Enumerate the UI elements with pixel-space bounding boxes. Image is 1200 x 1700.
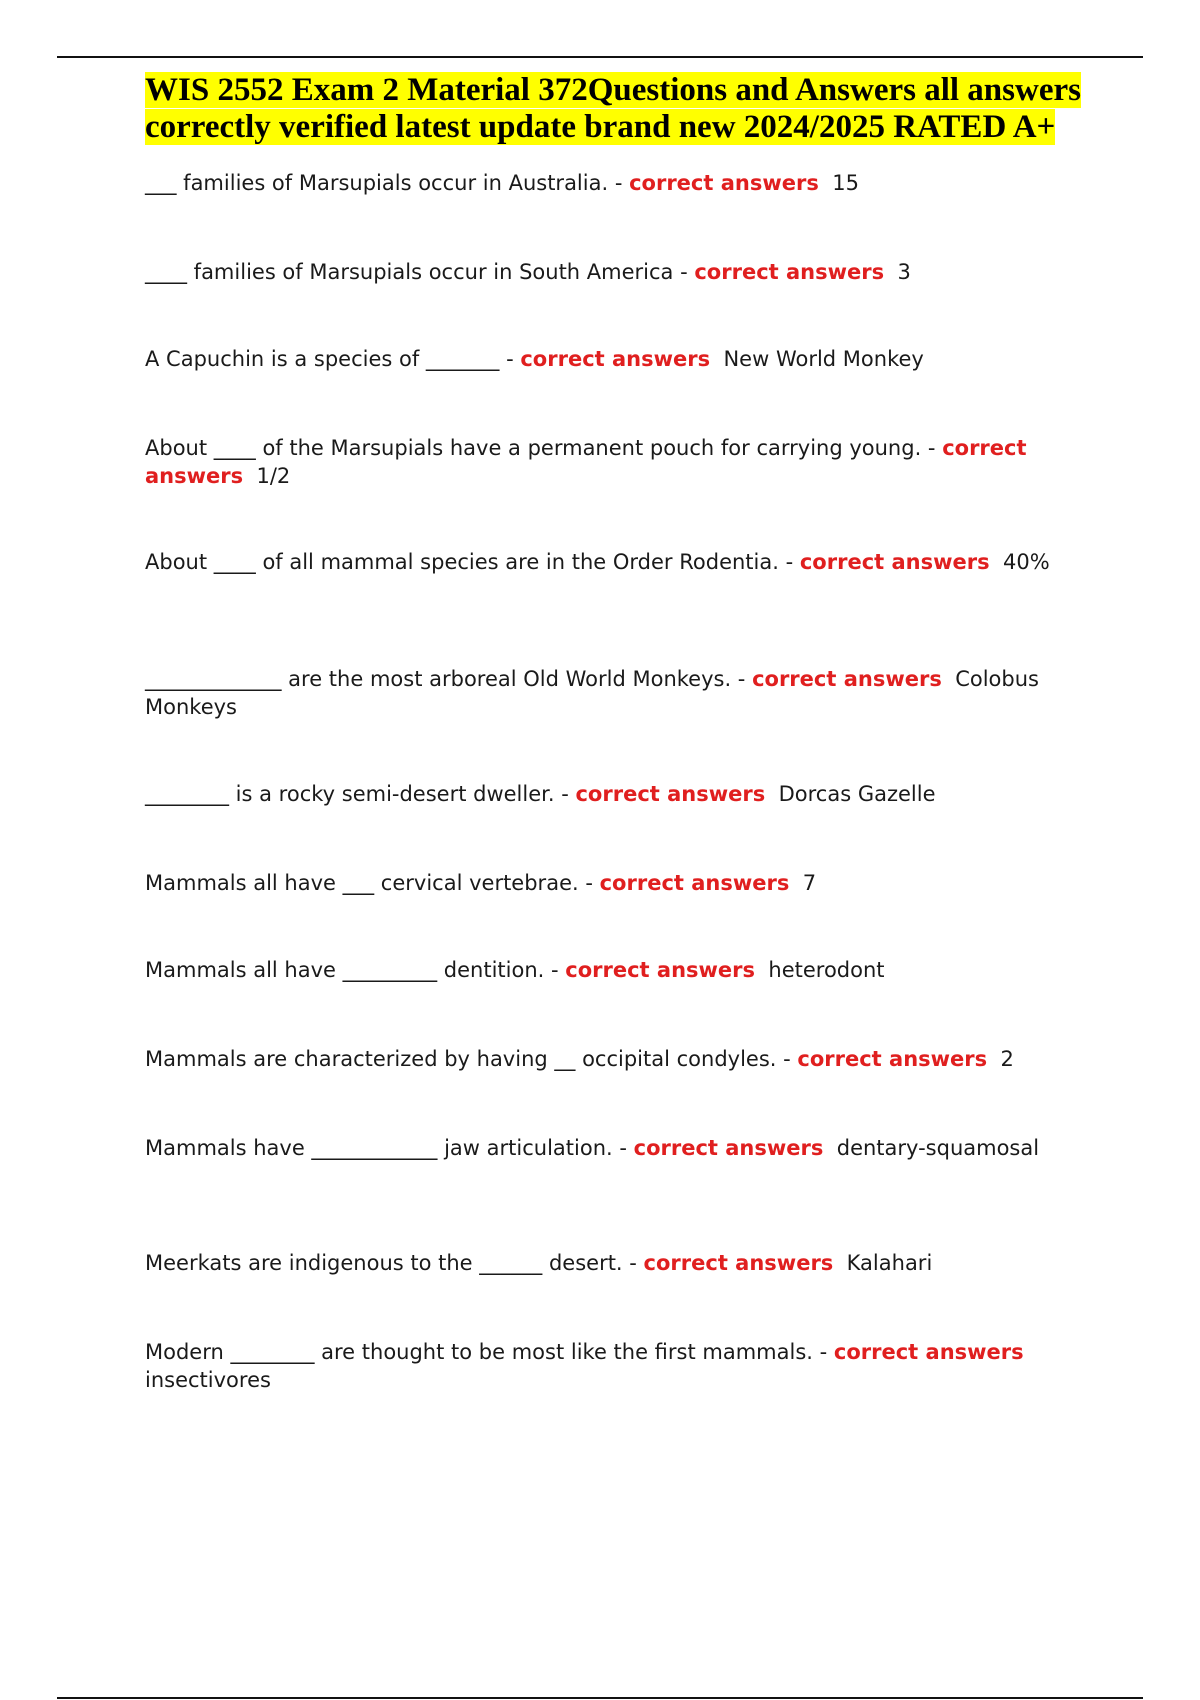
question-text: Mammals have ____________ jaw articulation. - bbox=[145, 1136, 627, 1160]
qa-item bbox=[145, 258, 1085, 286]
answer-text: 2 bbox=[1000, 1047, 1014, 1071]
qa-item bbox=[145, 548, 1085, 576]
question-text: About ____ of all mammal species are in the Order Rodentia. - bbox=[145, 550, 794, 574]
question-text: ___ families of Marsupials occur in Australia. - bbox=[145, 171, 623, 195]
qa-item bbox=[145, 1249, 1085, 1277]
answer-text: 3 bbox=[897, 260, 911, 284]
answer-text: insectivores bbox=[145, 1368, 271, 1392]
answer-text: Dorcas Gazelle bbox=[778, 782, 936, 806]
question-text: Mammals are characterized by having __ occipital condyles. - bbox=[145, 1047, 791, 1071]
question-text: About ____ of the Marsupials have a permanent pouch for carrying young. - bbox=[145, 436, 936, 460]
question-text: Modern ________ are thought to be most like the first mammals. - bbox=[145, 1340, 828, 1364]
correct-answers-label: correct answers bbox=[520, 347, 711, 371]
correct-answers-label: correct answers bbox=[575, 782, 766, 806]
answer-text: 7 bbox=[802, 871, 817, 895]
document-body bbox=[145, 72, 1085, 1392]
qa-item bbox=[145, 869, 1085, 897]
qa-item bbox=[145, 956, 1085, 984]
qa-item bbox=[145, 1338, 1085, 1394]
bottom-rule bbox=[57, 1697, 1143, 1699]
answer-text: New World Monkey bbox=[723, 347, 924, 371]
answer-text: 15 bbox=[832, 171, 859, 195]
document-title-text: WIS 2552 Exam 2 Material 372Questions and Answers all answers correctly verified latest update brand new 2024/2025 RATED A+ bbox=[145, 72, 1081, 145]
question-text: Mammals all have _________ dentition. - bbox=[145, 958, 559, 982]
correct-answers-label: correct answers bbox=[752, 667, 942, 691]
correct-answers-label: correct answers bbox=[643, 1251, 834, 1275]
answer-text: 1/2 bbox=[256, 464, 291, 488]
qa-item bbox=[145, 169, 1085, 197]
correct-answers-label: correct answers bbox=[694, 260, 885, 284]
question-text: Meerkats are indigenous to the ______ desert. - bbox=[145, 1251, 637, 1275]
correct-answers-label: correct answers bbox=[799, 550, 990, 574]
qa-item bbox=[145, 1134, 1085, 1162]
correct-answers-label: correct answers bbox=[565, 958, 756, 982]
correct-answers-label: correct answers bbox=[797, 1047, 988, 1071]
answer-text: Colobus Monkeys bbox=[145, 667, 1039, 719]
question-text: A Capuchin is a species of _______ - bbox=[145, 347, 514, 371]
answer-text: dentary-squamosal bbox=[836, 1136, 1040, 1160]
correct-answers-label: correct answers bbox=[633, 1136, 824, 1160]
correct-answers-label: correct answers bbox=[145, 436, 1027, 488]
correct-answers-label: correct answers bbox=[833, 1340, 1024, 1364]
correct-answers-label: correct answers bbox=[599, 871, 790, 895]
question-text: ____ families of Marsupials occur in South America - bbox=[145, 260, 688, 284]
answer-text: heterodont bbox=[768, 958, 885, 982]
qa-item bbox=[145, 434, 1085, 490]
answer-text: Kalahari bbox=[846, 1251, 933, 1275]
question-text: ________ is a rocky semi-desert dweller. - bbox=[145, 782, 569, 806]
answer-text: 40% bbox=[1002, 550, 1050, 574]
qa-item bbox=[145, 345, 1085, 373]
correct-answers-label: correct answers bbox=[629, 171, 819, 195]
qa-item bbox=[145, 1045, 1085, 1073]
qa-item bbox=[145, 780, 1085, 808]
qa-item bbox=[145, 665, 1085, 721]
document-title bbox=[145, 72, 1085, 146]
question-text: Mammals all have ___ cervical vertebrae. - bbox=[145, 871, 593, 895]
top-rule bbox=[57, 56, 1143, 58]
question-text: _____________ are the most arboreal Old World Monkeys. - bbox=[145, 667, 746, 691]
